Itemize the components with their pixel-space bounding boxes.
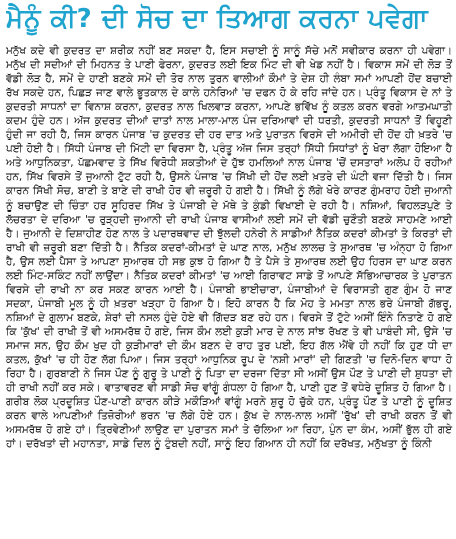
article-body: ਮਨੁੱਖ ਕਦੇ ਵੀ ਕੁਦਰਤ ਦਾ ਸ਼ਰੀਕ ਨਹੀਂ ਬਣ ਸਕਦਾ ਹੈ, ਇਸ ਸਚਾਈ ਨੂੰ ਸਾਨੂੰ ਸੱਚੇ ਮਨੋਂ ਸਵੀਕਾਰ ਕਰਨਾ ਹੀ ਪਵੇਗਾ। ਮਨੁੱਖ ਦੀ ਸਦੀਆਂ ਦੀ ਮਿਹਨਤ ਤੇ ਪਾਣੀ ਫੇਰਨਾ, ਕੁਦਰਤ ਲਈ ਇਕ ਮਿੰਟ ਦੀ ਵੀ ਖੇਡ ਨਹੀਂ ਹੈ। ਵਿਕਾਸ ਸਮੇਂ ਦੀ ਲੋੜ ਤੋਂ ਵੱਡੀ ਲੋੜ ਹੈ, ਸਮੇਂ ਦੇ ਹਾਣੀ ਬਣਕੇ ਸਮੇਂ ਦੀ ਤੋਰ ਨਾਲ ਤੁਰਨ ਵਾਲੀਆਂ ਕੌਮਾਂ ਤੇ ਦੇਸ਼ ਹੀ ਲੰਬਾ ਸਮਾਂ ਆਪਣੀ ਹੋਂਦ ਬਚਾਈ ਰੱਖ ਸਕਦੇ ਹਨ, ਪਿਛੜ ਜਾਣ ਵਾਲੇ ਭੂਤਕਾਲ ਦੇ ਕਾਲੇ ਹਨੇਰਿਆਂ 'ਚ ਦਫਨ ਹੋ ਕੇ ਰਹਿ ਜਾਂਦੇ ਹਨ। ਪ੍ਰੰਤੂ ਵਿਕਾਸ ਦੇ ਨਾਂ ਤੇ ਕੁਦਰਤੀ ਸਾਧਨਾਂ ਦਾ ਵਿਨਾਸ਼ ਕਰਨਾ, ਕੁਦਰਤ ਨਾਲ ਖਿਲਵਾੜ ਕਰਨਾ, ਆਪਣੇ ਭਵਿੱਖ ਨੂੰ ਕਤਲ ਕਰਨ ਵਰਗੇ ਆਤਮਘਾਤੀ ਕਦਮ ਹੁੰਦੇ ਹਨ। ਅੱਜ ਕੁਦਰਤ ਦੀਆਂ ਦਾਤਾਂ ਨਾਲ ਮਾਲਾ-ਮਾਲ ਪੰਜ ਦਰਿਆਵਾਂ ਦੀ ਧਰਤੀ, ਕੁਦਰਤੀ ਸਾਧਨਾਂ ਤੋਂ ਵਿਹੂਣੀ ਹੁੰਦੀ ਜਾ ਰਹੀ ਹੈ, ਜਿਸ ਕਾਰਨ ਪੰਜਾਬ 'ਚ ਕੁਦਰਤ ਦੀ ਹਰ ਦਾਤ ਅਤੇ ਪੁਰਾਤਨ ਵਿਰਸੇ ਦੀ ਅਮੀਰੀ ਦੀ ਹੋਂਦ ਹੀ ਖ਼ਤਰੇ 'ਚ ਪਈ ਹੋਈ ਹੈ। ਸਿੱਧੀ ਪੰਜਾਬ ਦੀ ਮਿੱਟੀ ਦਾ ਵਿਰਸਾ ਹੈ, ਪ੍ਰੰਤੂ ਅੱਜ ਜਿਸ ਤਰ੍ਹਾਂ ਸਿੱਧੀ ਸਿਧਾਂਤਾਂ ਨੂੰ ਖੋਰਾ ਲੱਗਾ ਹੋਇਆ ਹੈ ਅਤੇ ਆਧੁਨਿਕਤਾ, ਪੱਛਮਵਾਦ ਤੇ ਸਿੱਖ ਵਿਰੋਧੀ ਸ਼ਕਤੀਆਂ ਦੇ ਹੁੱਝ ਹਮਲਿਆਂ ਨਾਲ ਪੰਜਾਬ 'ਚੋਂ ਦਸਤਾਰਾਂ ਅਲੋਪ ਹੋ ਰਹੀਆਂ ਹਨ, ਸਿੱਖ ਵਿਰਸੇ ਤੋਂ ਜੁਆਨੀ ਟੁੱਟ ਰਹੀ ਹੈ, ਉਸਨੇ ਪੰਜਾਬ 'ਚ ਸਿੱਖੀ ਦੀ ਹੋਂਦ ਲਈ ਖ਼ਤਰੇ ਦੀ ਘੰਟੀ ਵਜਾ ਦਿੱਤੀ ਹੈ। ਜਿਸ ਕਾਰਨ ਸਿੱਖੀ ਸੋਚ, ਬਾਣੀ ਤੇ ਬਾਣੇ ਦੀ ਰਾਖੀ ਹੋਰ ਵੀ ਜ਼ਰੂਰੀ ਹੋ ਗਈ ਹੈ। ਸਿੱਖੀ ਨੂੰ ਲੱਗੇ ਖੋਰੇ ਕਾਰਣ ਗੁੰਮਰਾਹ ਹੋਈ ਜੁਆਨੀ ਨੂੰ ਬਚਾਉਣ ਦੀ ਚਿੰਤਾ ਹਰ ਸੂਹਿਰਦ ਸਿੱਖ ਤੇ ਪੰਜਾਬੀ ਦੇ ਮੱਥੇ ਤੇ ਕੁੰਡੀ ਵਿਖਾਈ ਦੇ ਰਹੀ ਹੈ। ਨਸ਼ਿਆਂ, ਵਿਹਲੜਪੁਣੇ ਤੇ ਲੱਚਰਤਾ ਦੇ ਦਰਿਆ 'ਚ ਰੁੜ੍ਹਦੀ ਜੁਆਨੀ ਦੀ ਰਾਖੀ ਪੰਜਾਬ ਵਾਸੀਆਂ ਲਈ ਸਮੇਂ ਦੀ ਵੱਡੀ ਚੁਣੌਤੀ ਬਣਕੇ ਸਾਹਮਣੇ ਆਈ ਹੈ। ਜੁਆਨੀ ਦੇ ਦਿਸ਼ਾਹੀਣ ਹੋਣ ਨਾਲ ਤੇ ਪਦਾਰਥਵਾਦ ਦੀ ਝੁੱਲਦੀ ਹਨੇਰੀ ਨੇ ਸਾਡੀਆਂ ਨੈਤਿਕ ਕਦਰਾਂ ਕੀਮਤਾਂ ਤੇ ਕਿਰਤਾਂ ਦੀ ਰਾਖੀ ਵੀ ਜ਼ਰੂਰੀ ਬਣਾ ਦਿੱਤੀ ਹੈ। ਨੈਤਿਕ ਕਦਰਾਂ-ਕੀਮਤਾਂ ਦੇ ਘਾਣ ਨਾਲ, ਮਨੁੱਖ ਲਾਲਚ ਤੇ ਸੁਆਰਥ 'ਚ ਅੰਨ੍ਹਾ ਹੋ ਗਿਆ ਹੈ, ਉਸ ਲਈ ਪੈਸਾ ਤੇ ਆਪਣਾ ਸੁਆਰਥ ਹੀ ਸਭ ਕੁਝ ਹੋ ਗਿਆ ਹੈ ਤੇ ਪੈਸੇ ਤੇ ਸੁਆਰਥ ਲਈ ਉਹ ਹਿਰਸ ਦਾ ਘਾਣ ਕਰਨ ਲਈ ਮਿੰਟ-ਸਕਿੰਟ ਨਹੀਂ ਲਾਉਂਦਾ। ਨੈਤਿਕ ਕਦਰਾਂ ਕੀਮਤਾਂ 'ਚ ਆਈ ਗਿਰਾਵਟ ਸਾਡੇ ਤੋਂ ਆਪਣੇ ਸੱਭਿਆਚਾਰਕ ਤੇ ਪੁਰਾਤਨ ਵਿਰਸੇ ਦੀ ਰਾਖੀ ਨਾ ਕਰ ਸਕਣ ਕਾਰਨ ਆਈ ਹੈ। ਪੰਜਾਬੀ ਭਾਈਚਾਰਾ, ਪੰਜਾਬੀਆਂ ਦੇ ਵਿਰਾਸਤੀ ਗੁਣ ਗੁੰਮ ਹੋ ਜਾਣ ਸਦਕਾ, ਪੰਜਾਬੀ ਮੂਲ ਨੂੰ ਹੀ ਖ਼ਤਰਾ ਖੜ੍ਹਾ ਹੋ ਗਿਆ ਹੈ। ਇਹੋ ਕਾਰਨ ਹੈ ਕਿ ਮੋਹ ਤੇ ਮਮਤਾ ਨਾਲ ਭਰੇ ਪੰਜਾਬੀ ਗੱਭਰੂ, ਨਸ਼ਿਆਂ ਦੇ ਗੁਲਾਮ ਬਣਕੇ, ਸ਼ੇਰਾਂ ਦੀ ਨਸਲ ਹੁੰਦੇ ਹੋਏ ਵੀ ਗਿੱਦੜ ਬਣ ਰਹੇ ਹਨ। ਵਿਰਸੇ ਤੋਂ ਟੁੱਟੇ ਅਸੀਂ ਇੰਨੇ ਨਿਤਾਣੇ ਹੋ ਗਏ ਕਿ 'ਕੁੱਖ' ਦੀ ਰਾਖੀ ਤੋਂ ਵੀ ਅਸਮਰੱਥ ਹੋ ਗਏ, ਜਿਸ ਕੌਮ ਲਈ ਕੁੜੀ ਮਾਰ ਦੇ ਨਾਲ ਸਾਂਝ ਰੱਖਣ ਤੇ ਵੀ ਪਾਬੰਦੀ ਸੀ, ਉਸੇ 'ਚ ਸਮਾਜ ਸਨ, ਉਹ ਕੌਮ ਖੁਦ ਹੀ ਕੁੜੀਮਾਰਾਂ ਦੀ ਕੌਮ ਬਣਨ ਦੇ ਰਾਹ ਤੁਰ ਪਈ, ਇਹ ਗੱਲ ਐਂਵੇ ਹੀ ਨਹੀਂ ਕਿ ਹੁਣ ਧੀ ਦਾ ਕਤਲ, ਕੁੱਖਾਂ 'ਚ ਹੀ ਹੋਣ ਲੱਗ ਪਿਆ। ਜਿਸ ਤਰ੍ਹਾਂ ਆਧੁਨਿਕ ਰੂਪ ਦੇ 'ਨਸ਼ੀ ਮਾਰਾਂ' ਦੀ ਗਿਣਤੀ 'ਚ ਦਿਨੋ-ਦਿਨ ਵਾਧਾ ਹੋ ਰਿਹਾ ਹੈ। ਗੁਰਬਾਣੀ ਨੇ ਜਿਸ ਪੌਣ ਨੂੰ ਗੁਰੂ ਤੇ ਪਾਣੀ ਨੂੰ ਪਿਤਾ ਦਾ ਦਰਜਾ ਦਿੱਤਾ ਸੀ ਅਸੀਂ ਉਸ ਪੌਣ ਤੇ ਪਾਣੀ ਦੀ ਸ਼ੁਧਤਾ ਦੀ ਹੀ ਰਾਖੀ ਨਹੀਂ ਕਰ ਸਕੇ। ਵਾਤਾਵਰਣ ਵੀ ਸਾਡੀ ਸੋਚ ਵਾਂਗੂੰ ਗੰਧਲਾ ਹੋ ਗਿਆ ਹੈ, ਪਾਣੀ ਹੁਣ ਤੋਂ ਵਧੇਰੇ ਦੂਸ਼ਿਤ ਹੋ ਗਿਆ ਹੈ। ਗਰੀਬ ਲੋਕ ਪ੍ਰਦੂਸ਼ਿਤ ਪੌਣ-ਪਾਣੀ ਕਾਰਨ ਕੀੜੇ ਮਕੌੜਿਆਂ ਵਾਂਗੂੰ ਮਰਨੇ ਸ਼ੁਰੂ ਹੋ ਚੁੱਕੇ ਹਨ, ਪ੍ਰੰਤੂ ਪੌਣ ਤੇ ਪਾਣੀ ਨੂੰ ਦੂਸ਼ਿਤ ਕਰਨ ਵਾਲੇ ਆਪਣੀਆਂ ਤਿਜ਼ੋਰੀਆਂ ਭਰਨ 'ਚ ਲੱਗੇ ਹੋਏ ਹਨ। ਕੁੱਖ ਦੇ ਨਾਲ-ਨਾਲ ਅਸੀਂ 'ਰੁੱਖ' ਦੀ ਰਾਖੀ ਕਰਨ ਤੋਂ ਵੀ ਅਸਮਰੱਥ ਹੋ ਗਏ ਹਾਂ। ਤ੍ਰਿਵੇਣੀਆਂ ਲਾਉਣ ਦਾ ਪੁਰਾਤਨ ਸਮਾਂ ਤੇ ਚੱਲਿਆ ਆ ਰਿਹਾ, ਪੁੰਨ ਦਾ ਕੰਮ, ਅਸੀਂ ਭੁੱਲ ਹੀ ਗਏ ਹਾਂ। ਦਰੱਖਤਾਂ ਦੀ ਮਹਾਨਤਾ, ਸਾਡੇ ਦਿਲ ਨੂੰ ਟੁੰਬਦੀ ਨਹੀਂ, ਸਾਨੂੰ ਇਹ ਗਿਆਨ ਹੀ ਨਹੀਂ ਕਿ ਦਰੱਖਤ, ਮਨੁੱਖਤਾ ਨੂੰ ਕਿੰਨੀ bbox=[6, 45, 452, 451]
article-headline: ਮੈਨੂੰ ਕੀ? ਦੀ ਸੋਚ ਦਾ ਤਿਆਗ ਕਰਨਾ ਪਵੇਗਾ bbox=[6, 4, 429, 34]
